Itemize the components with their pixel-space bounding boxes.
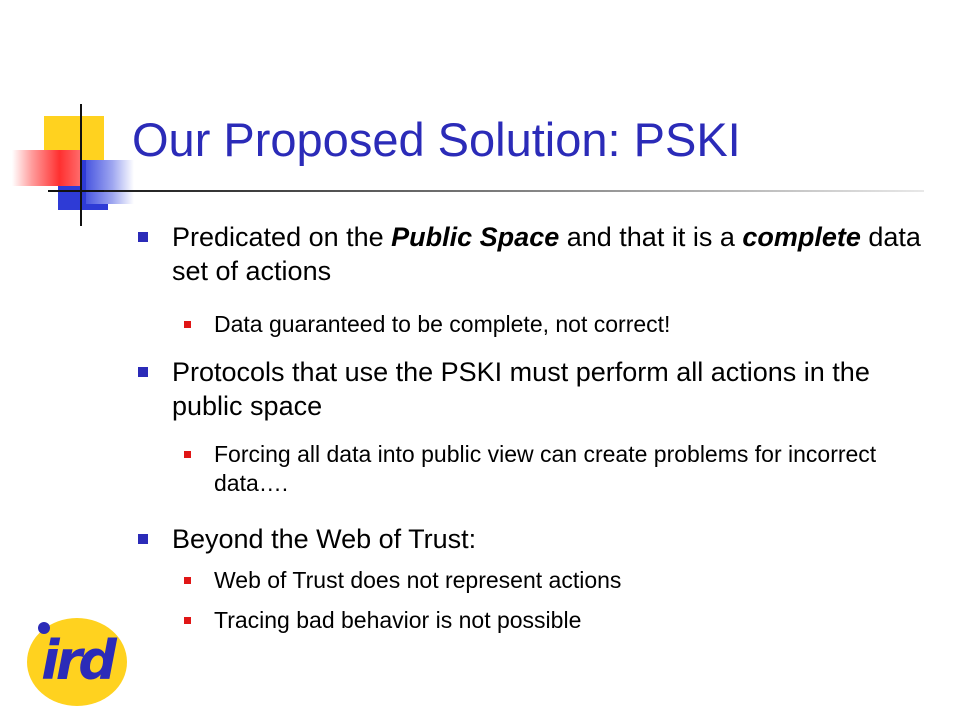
emphasis-public-space: Public Space: [391, 222, 560, 252]
bullet-3-text: Beyond the Web of Trust:: [172, 524, 477, 554]
bullet-1-text: [172, 220, 922, 288]
sub-bullet-square-icon: [184, 451, 191, 458]
text-run: and that it is a: [559, 222, 743, 252]
bullet-square-icon: [138, 534, 148, 544]
slide-title: Our Proposed Solution: PSKI: [132, 113, 741, 166]
bullet-3-sub-1-text: Web of Trust does not represent actions: [214, 567, 622, 593]
bullet-2-sub-1-text: Forcing all data into public view can create problems for incorrect data….: [214, 441, 877, 496]
bullet-2-text: Protocols that use the PSKI must perform all actions in the public space: [172, 357, 870, 421]
emphasis-complete: complete: [742, 222, 861, 252]
ird-logo: [22, 610, 132, 710]
bullet-square-icon: [138, 232, 148, 242]
logo-text: ird: [41, 628, 113, 692]
text-run: data set of actions: [172, 222, 921, 286]
sub-bullet-square-icon: [184, 617, 191, 624]
bullet-1-sub-1-text: Data guaranteed to be complete, not correct!: [214, 311, 671, 337]
text-run: Predicated on the: [172, 222, 392, 252]
sub-bullet-square-icon: [184, 577, 191, 584]
sub-bullet-square-icon: [184, 321, 191, 328]
bullet-3-sub-2-text: Tracing bad behavior is not possible: [214, 607, 582, 633]
bullet-square-icon: [138, 367, 148, 377]
